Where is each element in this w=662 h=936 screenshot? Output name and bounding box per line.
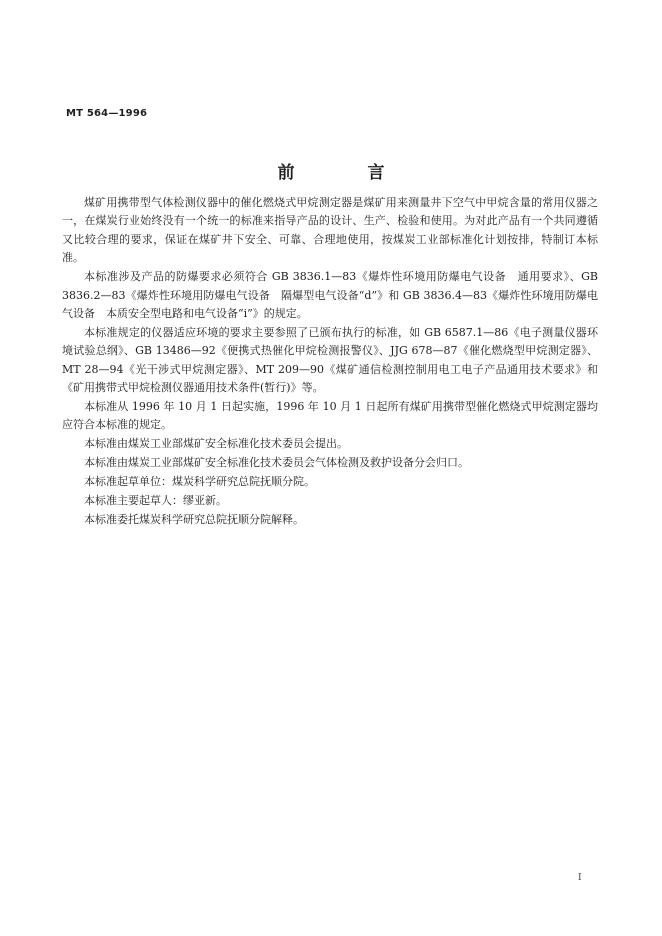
- paragraph-drafting-unit: 本标准起草单位：煤炭科学研究总院抚顺分院。: [84, 475, 315, 489]
- standard-code: MT 564—1996: [66, 108, 148, 119]
- page-number: I: [578, 873, 582, 883]
- paragraph-reference-standards: 本标准规定的仪器适应环境的要求主要参照了已颁布执行的标准，如 GB 6587.1—86《电子测量仪器环境试验总纲》、GB 13486—92《便携式热催化甲烷检测报警仪》、JJG 678—87《催化燃烧型甲烷测定器》、MT 28—94《光干涉式甲烷测定器》、MT 209—90《煤矿通信检测控制用电工电子产品通用技术要求》和《矿用携带式甲烷检测仪器通用技术条件(暂行)》等。: [62, 325, 598, 395]
- paragraph-proposed-by: 本标准由煤炭工业部煤矿安全标准化技术委员会提出。: [84, 437, 348, 451]
- paragraph-effective-date: 本标准从 1996 年 10 月 1 日起实施，1996 年 10 月 1 日起所有煤矿用携带型催化燃烧式甲烷测定器均应符合本标准的规定。: [62, 399, 598, 432]
- foreword-body: [62, 194, 598, 530]
- paragraph-explosion-protection: 本标准涉及产品的防爆要求必须符合 GB 3836.1—83《爆炸性环境用防爆电气设备 通用要求》、GB 3836.2—83《爆炸性环境用防爆电气设备 隔爆型电气设备“d”》和 GB 3836.4—83《爆炸性环境用防爆电气设备 本质安全型电路和电气设备“i”》的规定。: [62, 270, 598, 320]
- page-title: 前 言: [277, 163, 413, 183]
- paragraph-interpretation: 本标准委托煤炭科学研究总院抚顺分院解释。: [84, 512, 304, 526]
- paragraph-centralized-by: 本标准由煤炭工业部煤矿安全标准化技术委员会气体检测及救护设备分会归口。: [84, 456, 469, 470]
- paragraph-purpose: 煤矿用携带型气体检测仪器中的催化燃烧式甲烷测定器是煤矿用来测量井下空气中甲烷含量的常用仪器之一，在煤炭行业始终没有一个统一的标准来指导产品的设计、生产、检验和使用。为对此产品有一个共同遵循又比较合理的要求，保证在煤矿井下安全、可靠、合理地使用，按煤炭工业部标准化计划按排，特制订本标准。: [62, 196, 598, 265]
- paragraph-main-drafter: 本标准主要起草人：缪亚新。: [84, 494, 227, 507]
